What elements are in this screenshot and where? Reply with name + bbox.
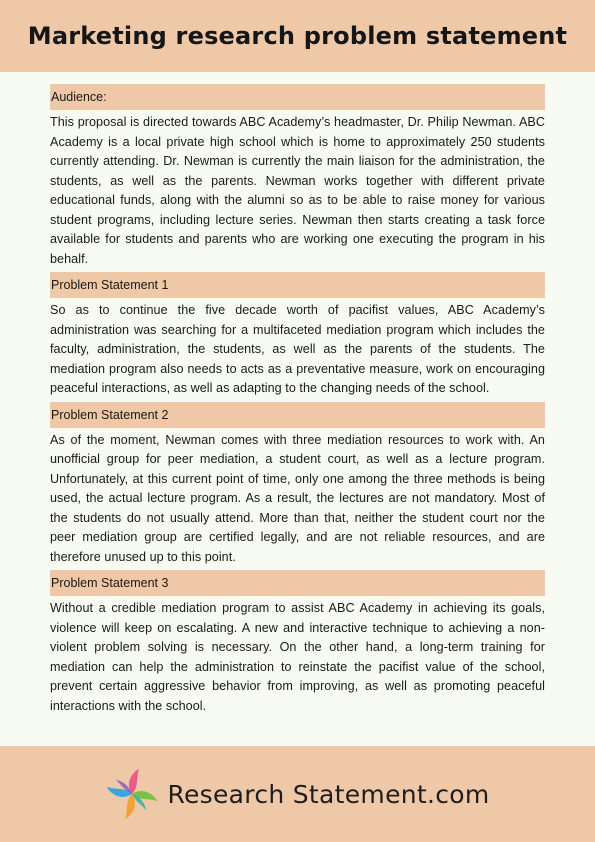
section-heading: Problem Statement 1 [50,272,545,298]
section-heading: Problem Statement 2 [50,402,545,428]
section-problem-3 [50,570,545,716]
section-problem-2 [50,402,545,568]
section-paragraph: As of the moment, Newman comes with three mediation resources to work with. An unofficial group for peer mediation, a student court, as well as a lecture program. Unfortunately, at this current point of time, only one among the three methods is being used, the actual lecture program. As a result, the lectures are not mandatory. Most of the students do not usually attend. More than that, neither the student court nor the peer mediation group are certified legally, and are not reliable resources, and are therefore unused up to this point. [50,432,545,564]
brand-logo[interactable] [105,767,489,821]
section-paragraph: So as to continue the five decade worth of pacifist values, ABC Academy’s administration was searching for a multifaceted mediation program which includes the faculty, administration, the students, as well as the parents of the students. The mediation program also needs to acts as a preventative measure, work on encouraging peaceful interactions, as well as adapting to the changing needs of the school. [50,303,545,395]
section-heading: Problem Statement 3 [50,570,545,596]
section-audience [50,84,545,269]
section-problem-1 [50,272,545,399]
page-footer [0,746,595,842]
section-paragraph: Without a credible mediation program to assist ABC Academy in achieving its goals, violence will keep on escalating. A new and interactive technique to achieving a non-violent problem solving is necessary. On the other hand, a long-term training for mediation can help the administration to reinstate the pacifist value of the school, prevent certain aggressive behavior from improving, as well as promoting peaceful interactions with the school. [50,601,545,713]
section-heading: Audience: [50,84,545,110]
pinwheel-logo-icon [105,767,159,821]
section-paragraph: This proposal is directed towards ABC Academy’s headmaster, Dr. Philip Newman. ABC Academy is a local private high school which is home to approximately 250 students currently attending. Dr. Newman is currently the main liaison for the administration, the students, as well as the parents. Newman works together with different private educational funds, along with the alumni so as to be able to raise money for various student programs, including lecture series. Newman then starts creating a task force available for students and parents who are working one executing the program in his behalf. [50,115,545,266]
brand-name: Research Statement.com [167,779,490,809]
document-content [50,84,545,719]
page-title: Marketing research problem statement [27,22,568,50]
page-header [0,0,595,72]
